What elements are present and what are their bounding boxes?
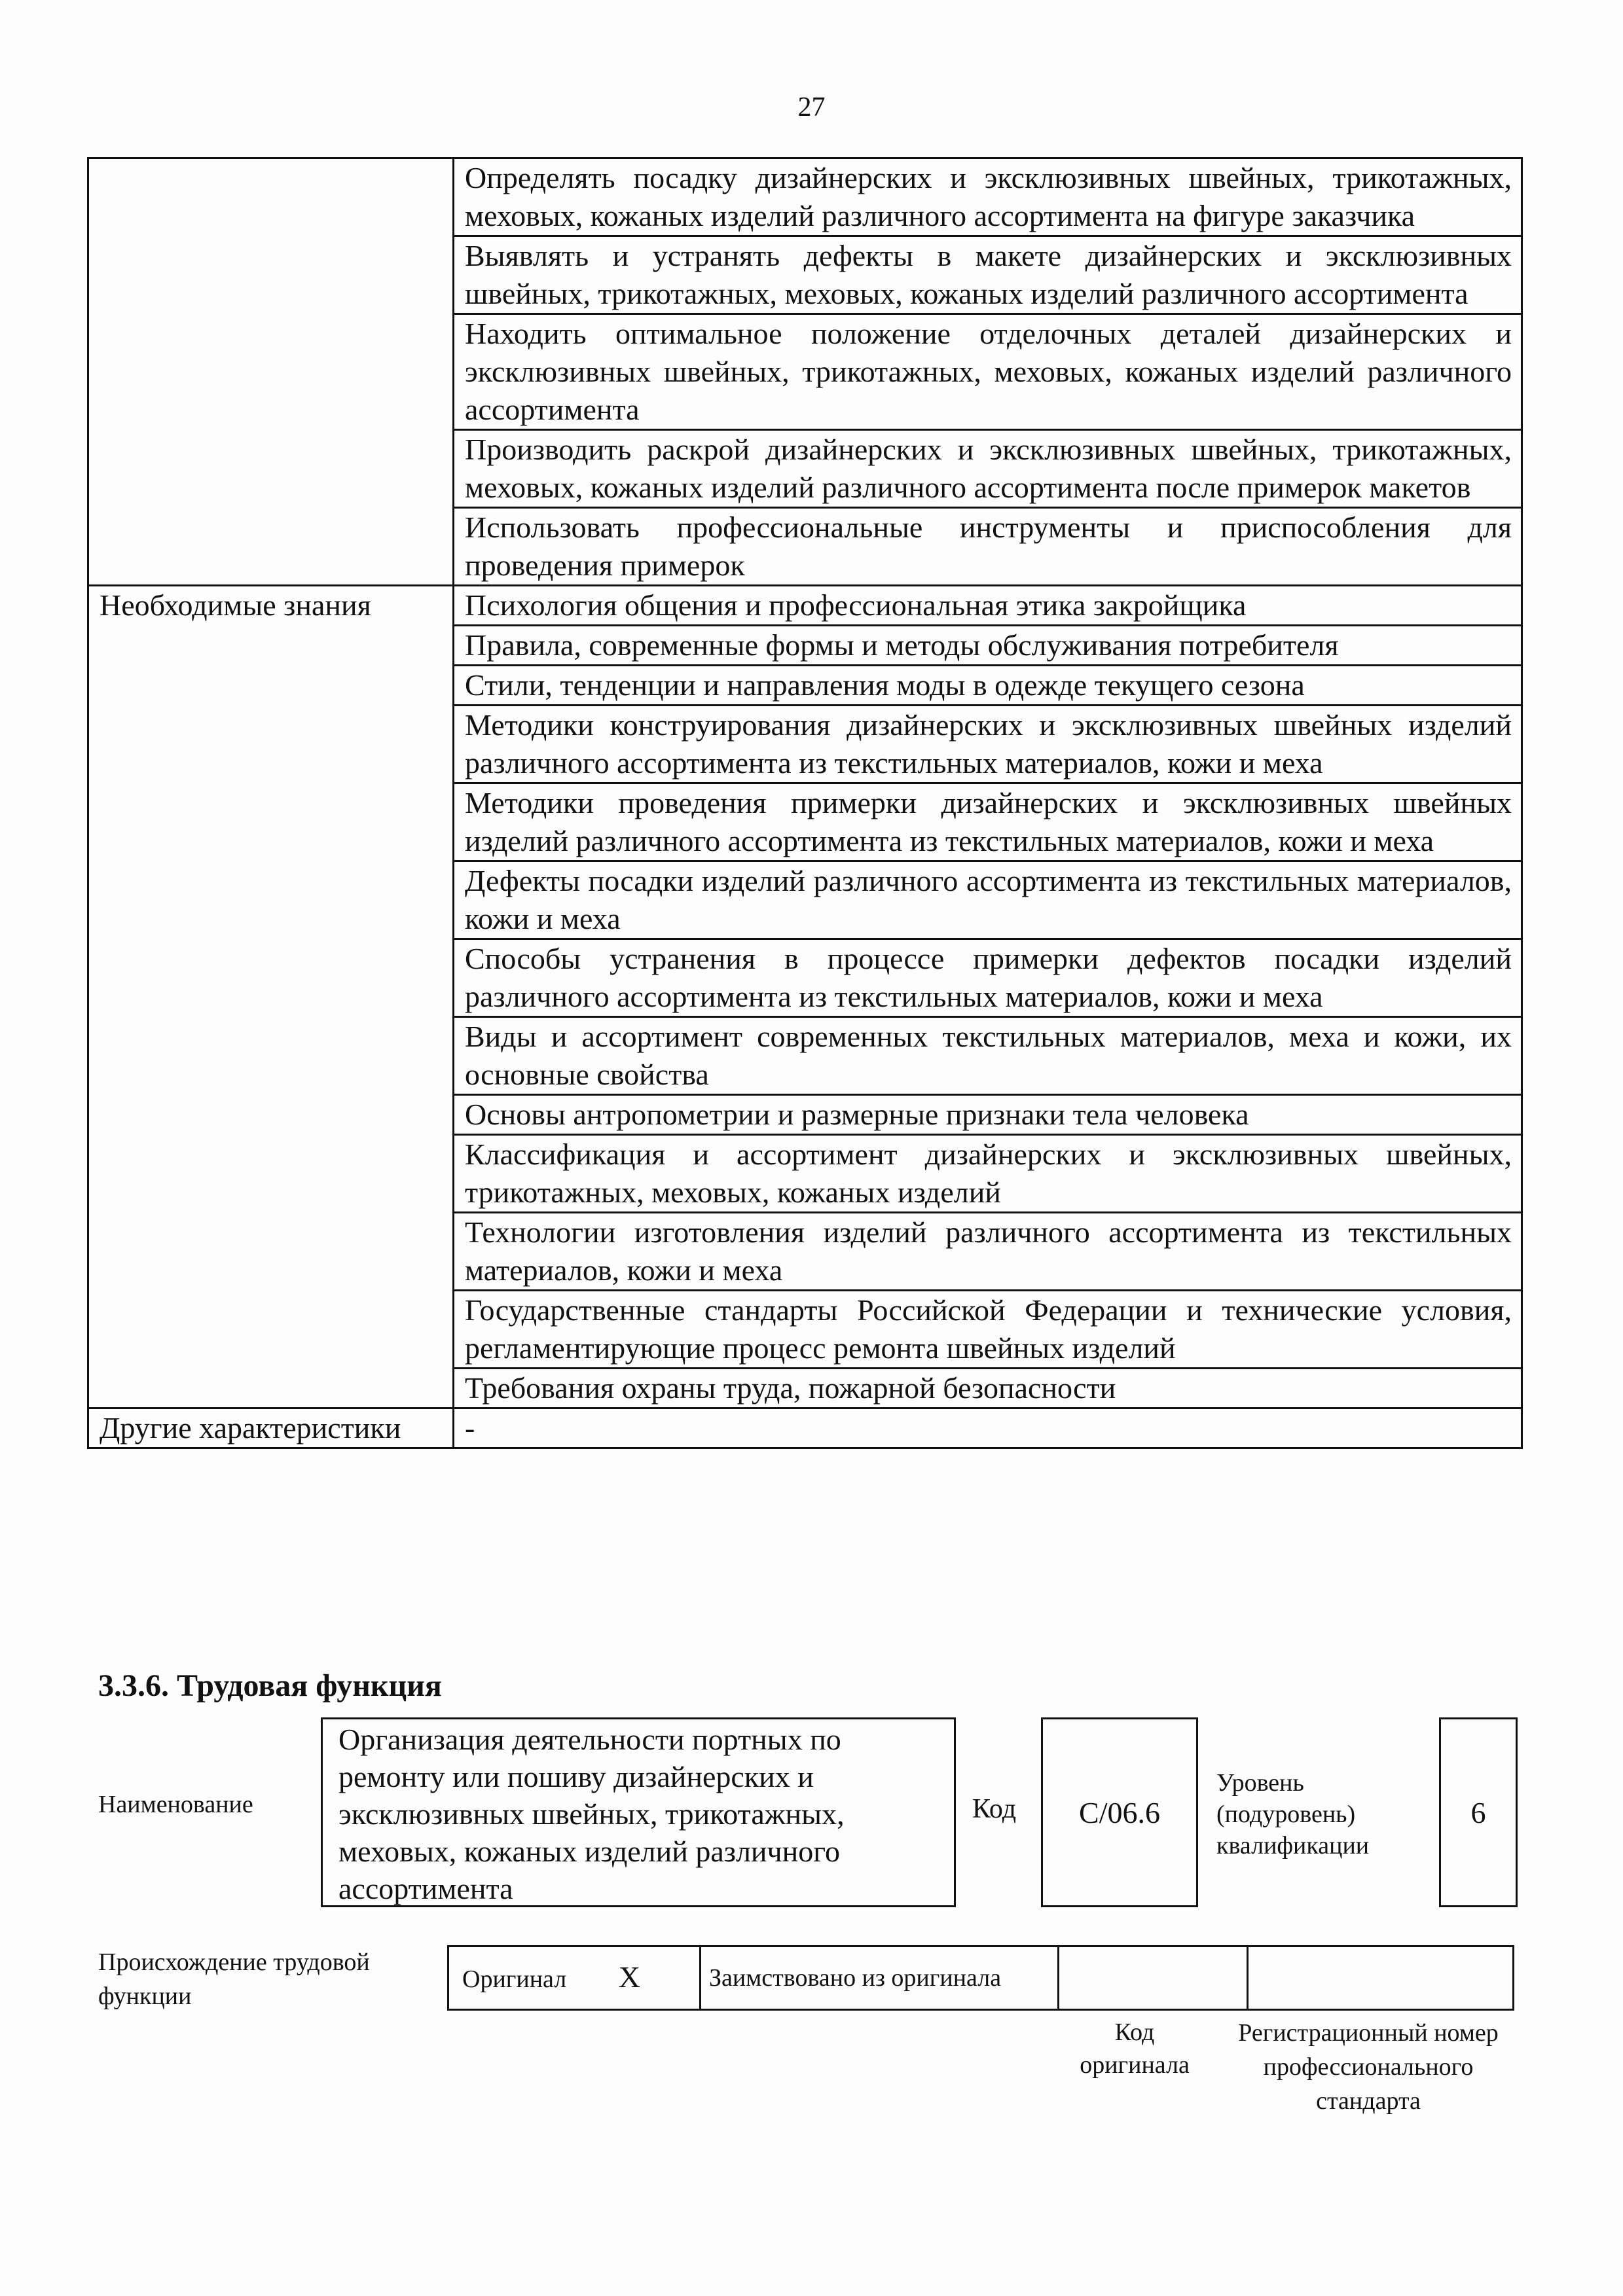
level-label: Уровень (подуровень) квалификации: [1216, 1769, 1370, 1859]
knowledge-item: Методики проведения примерки дизайнерских и эксклюзивных швейных изделий различного ассортимента из текстильных материалов, кожи и меха: [454, 783, 1522, 861]
level-value: 6: [1470, 1795, 1486, 1829]
knowledge-item: Государственные стандарты Российской Федерации и технические условия, регламентирующие процесс ремонта швейных изделий: [454, 1291, 1522, 1369]
original-code-cell: [1059, 1946, 1248, 2010]
original-label: Оригинал: [462, 1965, 567, 1993]
skill-item: Находить оптимальное положение отделочных деталей дизайнерских и эксклюзивных швейных, трикотажных, меховых, кожаных изделий различного ассортимента: [454, 314, 1522, 430]
code-label: Код: [972, 1794, 1017, 1824]
skill-item: Производить раскрой дизайнерских и эксклюзивных швейных, трикотажных, меховых, кожаных изделий различного ассортимента после примерок макетов: [454, 430, 1522, 508]
knowledge-item: Способы устранения в процессе примерки дефектов посадки изделий различного ассортимента из текстильных материалов, кожи и меха: [454, 939, 1522, 1017]
table-row: [88, 1408, 1522, 1448]
skill-item: Определять посадку дизайнерских и эксклюзивных швейных, трикотажных, меховых, кожаных изделий различного ассортимента на фигуре заказчика: [454, 158, 1522, 236]
section-title: 3.3.6. Трудовая функция: [98, 1668, 442, 1703]
knowledge-item: Виды и ассортимент современных текстильных материалов, меха и кожи, их основные свойства: [454, 1017, 1522, 1095]
registration-number-cell: [1248, 1946, 1514, 2010]
registration-number-caption: Регистрационный номер профессионального стандарта: [1238, 2019, 1499, 2115]
other-characteristics-value: -: [454, 1408, 1522, 1448]
other-characteristics-label: Другие характеристики: [88, 1408, 454, 1448]
skills-knowledge-table: [87, 157, 1523, 1449]
name-label: Наименование: [98, 1791, 253, 1818]
code-box: [1041, 1717, 1198, 1907]
code-original-caption: Код оригинала: [1080, 2018, 1190, 2079]
knowledge-item: Правила, современные формы и методы обслуживания потребителя: [454, 626, 1522, 666]
function-name-box: Организация деятельности портных по ремонту или пошиву дизайнерских и эксклюзивных швейных, трикотажных, меховых, кожаных изделий различного ассортимента: [321, 1717, 956, 1907]
knowledge-item: Требования охраны труда, пожарной безопасности: [454, 1369, 1522, 1408]
knowledge-label: Необходимые знания: [88, 586, 454, 1408]
knowledge-item: Основы антропометрии и размерные признаки тела человека: [454, 1095, 1522, 1135]
knowledge-item: Технологии изготовления изделий различного ассортимента из текстильных материалов, кожи и меха: [454, 1213, 1522, 1291]
table-row: [88, 158, 1522, 236]
original-mark: X: [618, 1960, 640, 1994]
knowledge-item: Психология общения и профессиональная этика закройщика: [454, 586, 1522, 626]
page-number: 27: [797, 92, 826, 122]
skill-item: Использовать профессиональные инструменты и приспособления для проведения примерок: [454, 508, 1522, 586]
knowledge-item: Дефекты посадки изделий различного ассортимента из текстильных материалов, кожи и меха: [454, 861, 1522, 939]
origin-label: Происхождение трудовой функции: [98, 1948, 370, 2010]
skills-label-cell: [88, 158, 454, 586]
level-box: [1439, 1717, 1518, 1907]
skill-item: Выявлять и устранять дефекты в макете дизайнерских и эксклюзивных швейных, трикотажных, меховых, кожаных изделий различного ассортимента: [454, 236, 1522, 314]
table-row: [88, 586, 1522, 626]
borrowed-cell: Заимствовано из оригинала: [701, 1946, 1059, 2010]
table-row: [448, 1946, 1514, 2010]
knowledge-item: Стили, тенденции и направления моды в одежде текущего сезона: [454, 666, 1522, 706]
origin-table: [447, 1945, 1514, 2011]
original-cell: [448, 1946, 701, 2010]
code-value: C/06.6: [1079, 1795, 1160, 1829]
knowledge-item: Методики конструирования дизайнерских и эксклюзивных швейных изделий различного ассортимента из текстильных материалов, кожи и меха: [454, 706, 1522, 783]
knowledge-item: Классификация и ассортимент дизайнерских и эксклюзивных швейных, трикотажных, меховых, кожаных изделий: [454, 1135, 1522, 1213]
